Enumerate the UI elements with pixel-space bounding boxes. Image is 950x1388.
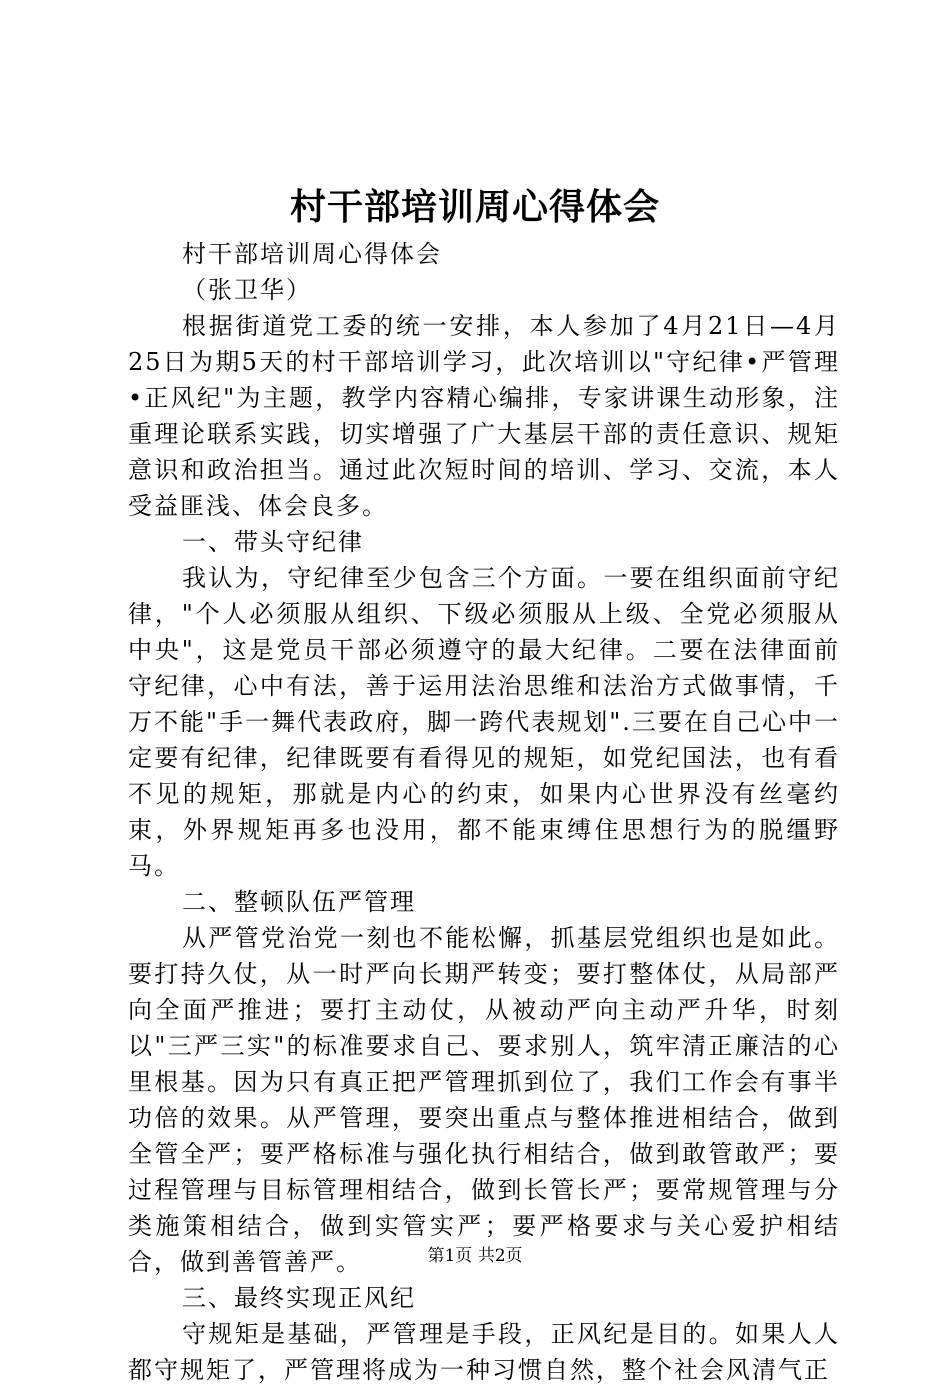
intro-paragraph: 根据街道党工委的统一安排，本人参加了4月21日—4月25日为期5天的村干部培训学习，此次培训以"守纪律•严管理•正风纪"为主题，教学内容精心编排，专家讲课生动形象，注重理论联系实践，切实增强了广大基层干部的责任意识、规矩意识和政治担当。通过此次短时间的培训、学习、交流，本人受益匪浅、体会良多。 bbox=[128, 312, 840, 520]
section-heading-1: 一、带头守纪律 bbox=[182, 528, 364, 556]
section-paragraph-2: 从严管党治党一刻也不能松懈，抓基层党组织也是如此。要打持久仗，从一时严向长期严转变；要打整体仗，从局部严向全面严推进；要打主动仗，从被动严向主动严升华，时刻以"三严三实"的标准要求自己、要求别人，筑牢清正廉洁的心里根基。因为只有真正把严管理抓到位了，我们工作会有事半功倍的效果。从严管理，要突出重点与整体推进相结合，做到全管全严；要严格标准与强化执行相结合，做到敢管敢严；要过程管理与目标管理相结合，做到长管长严；要常规管理与分类施策相结合，做到实管实严；要严格要求与关心爱护相结合，做到善管善严。 bbox=[128, 924, 840, 1276]
page-number-footer: 第1页 共2页 bbox=[427, 1246, 523, 1266]
document-body bbox=[128, 236, 840, 1388]
author-line: （张卫华） bbox=[182, 276, 312, 304]
section-heading-2: 二、整顿队伍严管理 bbox=[182, 888, 416, 916]
section-paragraph-1: 我认为，守纪律至少包含三个方面。一要在组织面前守纪律，"个人必须服从组织、下级必须服从上级、全党必须服从中央"，这是党员干部必须遵守的最大纪律。二要在法律面前守纪律，心中有法，善于运用法治思维和法治方式做事情，千万不能"手一舞代表政府，脚一跨代表规划".三要在自己心中一定要有纪律，纪律既要有看得见的规矩，如党纪国法，也有看不见的规矩，那就是内心的约束，如果内心世界没有丝毫约束，外界规矩再多也没用，都不能束缚住思想行为的脱缰野马。 bbox=[128, 564, 840, 880]
document-title: 村干部培训周心得体会 bbox=[289, 186, 660, 228]
section-paragraph-3: 守规矩是基础，严管理是手段，正风纪是目的。如果人人都守规矩了，严管理将成为一种习惯自然，整个社会风清气正 bbox=[128, 1320, 840, 1384]
subtitle-line: 村干部培训周心得体会 bbox=[182, 240, 442, 268]
section-heading-3: 三、最终实现正风纪 bbox=[182, 1284, 416, 1312]
